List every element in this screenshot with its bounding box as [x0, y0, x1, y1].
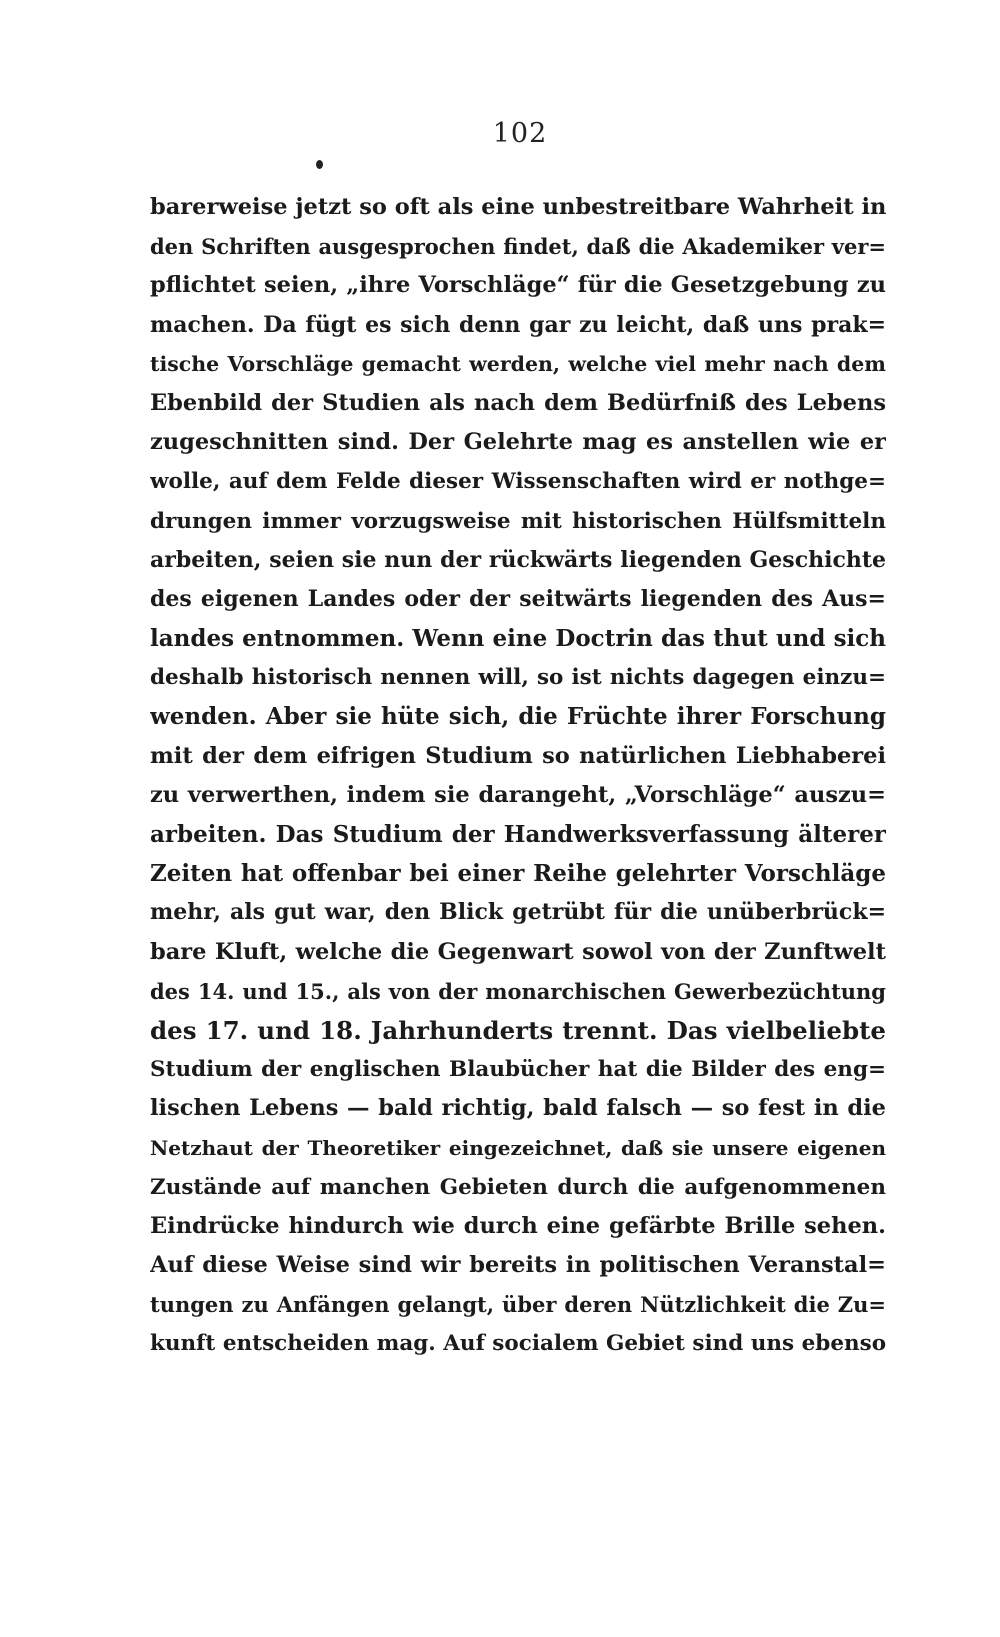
text-line: Eindrücke hindurch wie durch eine gefärbte Brille sehen.	[150, 1212, 886, 1239]
text-line: mehr, als gut war, den Blick getrübt für die unüberbrück=	[150, 899, 886, 926]
text-line: mit der dem eifrigen Studium so natürlichen Liebhaberei	[150, 742, 886, 769]
text-line: landes entnommen. Wenn eine Doctrin das thut und sich	[150, 625, 886, 653]
text-line: tische Vorschläge gemacht werden, welche viel mehr nach dem	[150, 351, 886, 376]
text-line: Ebenbild der Studien als nach dem Bedürfniß des Lebens	[150, 389, 886, 416]
text-line: des 14. und 15., als von der monarchischen Gewerbezüchtung	[150, 978, 886, 1004]
body-text	[150, 188, 886, 1364]
text-line: bare Kluft, welche die Gegenwart sowol von der Zunftwelt	[150, 938, 886, 965]
text-line: deshalb historisch nennen will, so ist nichts dagegen einzu=	[150, 665, 886, 691]
text-line: lischen Lebens — bald richtig, bald falsch — so fest in die	[150, 1095, 886, 1122]
text-line: drungen immer vorzugsweise mit historischen Hülfsmitteln	[150, 508, 886, 534]
text-line: zugeschnitten sind. Der Gelehrte mag es anstellen wie er	[150, 429, 886, 456]
text-line: arbeiten. Das Studium der Handwerksverfassung älterer	[150, 821, 886, 848]
text-line: machen. Da fügt es sich denn gar zu leicht, daß uns prak=	[150, 311, 886, 338]
text-line: Netzhaut der Theoretiker eingezeichnet, daß sie unsere eigenen	[150, 1135, 886, 1160]
ink-spot	[316, 160, 323, 169]
text-line: pflichtet seien, „ihre Vorschläge“ für die Gesetzgebung zu	[150, 272, 886, 299]
text-line: Zustände auf manchen Gebieten durch die aufgenommenen	[150, 1174, 886, 1200]
text-line: Zeiten hat offenbar bei einer Reihe gelehrter Vorschläge	[150, 860, 886, 888]
text-line: kunft entscheiden mag. Auf socialem Gebiet sind uns ebenso	[150, 1331, 886, 1357]
text-line: Studium der englischen Blaubücher hat die Bilder des eng=	[150, 1057, 886, 1083]
text-line: Auf diese Weise sind wir bereits in politischen Veranstal=	[150, 1252, 886, 1279]
text-line: arbeiten, seien sie nun der rückwärts liegenden Geschichte	[150, 546, 886, 573]
text-line: zu verwerthen, indem sie darangeht, „Vorschläge“ auszu=	[150, 781, 886, 808]
text-line: den Schriften ausgesprochen findet, daß die Akademiker ver=	[150, 234, 886, 260]
text-line: wolle, auf dem Felde dieser Wissenschaften wird er nothge=	[150, 469, 886, 495]
text-line: tungen zu Anfängen gelangt, über deren Nützlichkeit die Zu=	[150, 1292, 886, 1318]
text-line: des eigenen Landes oder der seitwärts liegenden des Aus=	[150, 585, 886, 612]
text-line: wenden. Aber sie hüte sich, die Früchte ihrer Forschung	[150, 703, 886, 731]
text-line: des 17. und 18. Jahrhunderts trennt. Das vielbeliebte	[150, 1015, 886, 1045]
page-number: 102	[492, 118, 548, 149]
text-line: barerweise jetzt so oft als eine unbestreitbare Wahrheit in	[150, 194, 886, 220]
